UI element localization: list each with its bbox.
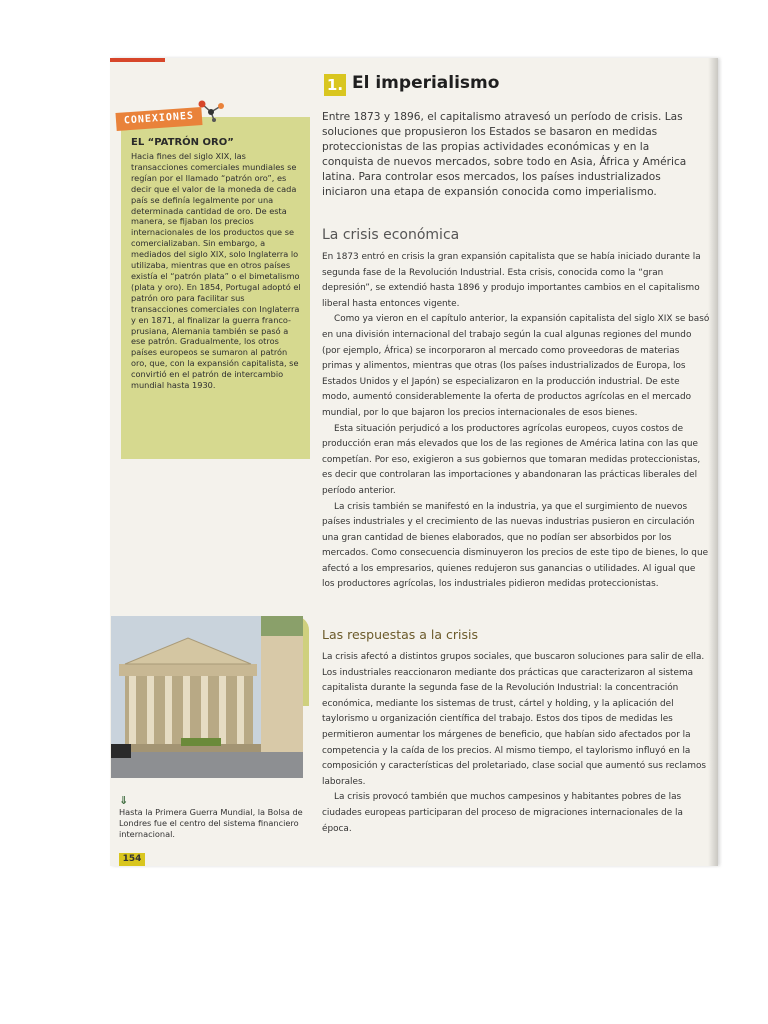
sidebar-title: EL “PATRÓN ORO” [131, 137, 234, 148]
double-chevron-down-icon: ⇓ [119, 794, 129, 807]
stock-exchange-photo [111, 616, 303, 778]
section-body-respuestas [322, 650, 710, 837]
paragraph: Como ya vieron en el capítulo anterior, la expansión capitalista del siglo XIX se basó en una división internacional del trabajo según la cual algunas regiones del mundo (por ejemplo, África) se incorporaron al mercado como proveedoras de materias primas y alimentos, mientras que otras (los países industrializados de Europa, los Estados Unidos y el Japón) se especializaron en la producción industrial. De este modo, aumentó considerablemente la oferta de productos agrícolas en el mercado mundial, por lo que bajaron los precios internacionales de esos bienes. [322, 314, 710, 418]
page-title: El imperialismo [352, 73, 500, 93]
paragraph: La crisis provocó también que muchos campesinos y habitantes pobres de las ciudades europeas participaran del proceso de migraciones internacionales de la época. [322, 792, 683, 834]
intro-paragraph: Entre 1873 y 1896, el capitalismo atravesó un período de crisis. Las soluciones que propusieron los Estados se basaron en medidas proteccionistas de las propias actividades económicas y en la conquista de nuevos mercados, sobre todo en Asia, África y América latina. Para controlar esos mercados, los países industrializados iniciaron una etapa de expansión conocida como imperialismo. [322, 111, 687, 198]
page-top-accent [110, 58, 165, 62]
section-number: 1. [324, 74, 346, 96]
section-body-crisis [322, 250, 710, 593]
paragraph: En 1873 entró en crisis la gran expansión capitalista que se había iniciado durante la segunda fase de la Revolución Industrial. Esta crisis, conocida como la “gran depresión”, se extendió hasta 1896 y produjo importantes cambios en el capitalismo liberal hasta entonces vigente. [322, 252, 701, 309]
photo-caption: Hasta la Primera Guerra Mundial, la Bolsa de Londres fue el centro del sistema financiero internacional. [119, 807, 303, 839]
paragraph: La crisis afectó a distintos grupos sociales, que buscaron soluciones para salir de ella. Los industriales reaccionaron mediante dos prácticas que caracterizaron al sistema capitalista durante la segunda fase de la Revolución Industrial: la concentración económica, mediante los sistemas de trust, cártel y holding, y la aplicación del taylorismo u organización científica del trabajo. Estos dos tipos de medidas les permitieron aumentar los márgenes de beneficio, que habían sido afectados por la competencia y la caída de los precios. Al mismo tiempo, el taylorismo influyó en la composición y características del proletariado, clase social que aumentó sus reclamos laborales. [322, 652, 707, 787]
sidebar-text: Hacia fines del siglo XIX, las transacciones comerciales mundiales se regían por el llamado “patrón oro”, es decir que el valor de la moneda de cada país se definía legalmente por una determinada cantidad de oro. De esta manera, se fijaban los precios internacionales de los productos que se comercializaban. Sin embargo, a mediados del siglo XIX, solo Inglaterra lo utilizaba, mientras que en otros países existía el “patrón plata” o el bimetalismo (plata y oro). En 1854, Portugal adoptó el patrón oro para facilitar sus transacciones comerciales con Inglaterra y en 1871, al finalizar la guerra franco-prusiana, Alemania también se pasó a ese patrón. Gradualmente, los otros países europeos se sumaron al patrón oro, que, con la expansión capitalista, se convirtió en el patrón de intercambio mundial hasta 1930. [131, 151, 301, 391]
page-number: 154 [119, 853, 145, 866]
section-heading-crisis: La crisis económica [322, 227, 460, 243]
paragraph: Esta situación perjudicó a los productores agrícolas europeos, cuyos costos de producción eran más elevados que los de las regiones de América latina con las que competían. Por eso, exigieron a sus gobiernos que tomaran medidas proteccionistas, es decir que controlaran las importaciones y abandonaran las prácticas liberales del período anterior. [322, 423, 701, 496]
section-heading-respuestas: Las respuestas a la crisis [322, 627, 479, 642]
paragraph: La crisis también se manifestó en la industria, ya que el surgimiento de nuevos países industriales y el crecimiento de las nuevas industrias pusieron en circulación una gran cantidad de bienes elaborados, que no podían ser absorbidos por los mercados. Como consecuencia disminuyeron los precios de este tipo de bienes, lo que afectó a los empresarios, quienes redujeron sus ganancias o utilidades. Al igual que los productores agrícolas, los industriales pidieron medidas proteccionistas. [322, 501, 709, 590]
sidebar-tag: CONEXIONES [115, 107, 202, 131]
